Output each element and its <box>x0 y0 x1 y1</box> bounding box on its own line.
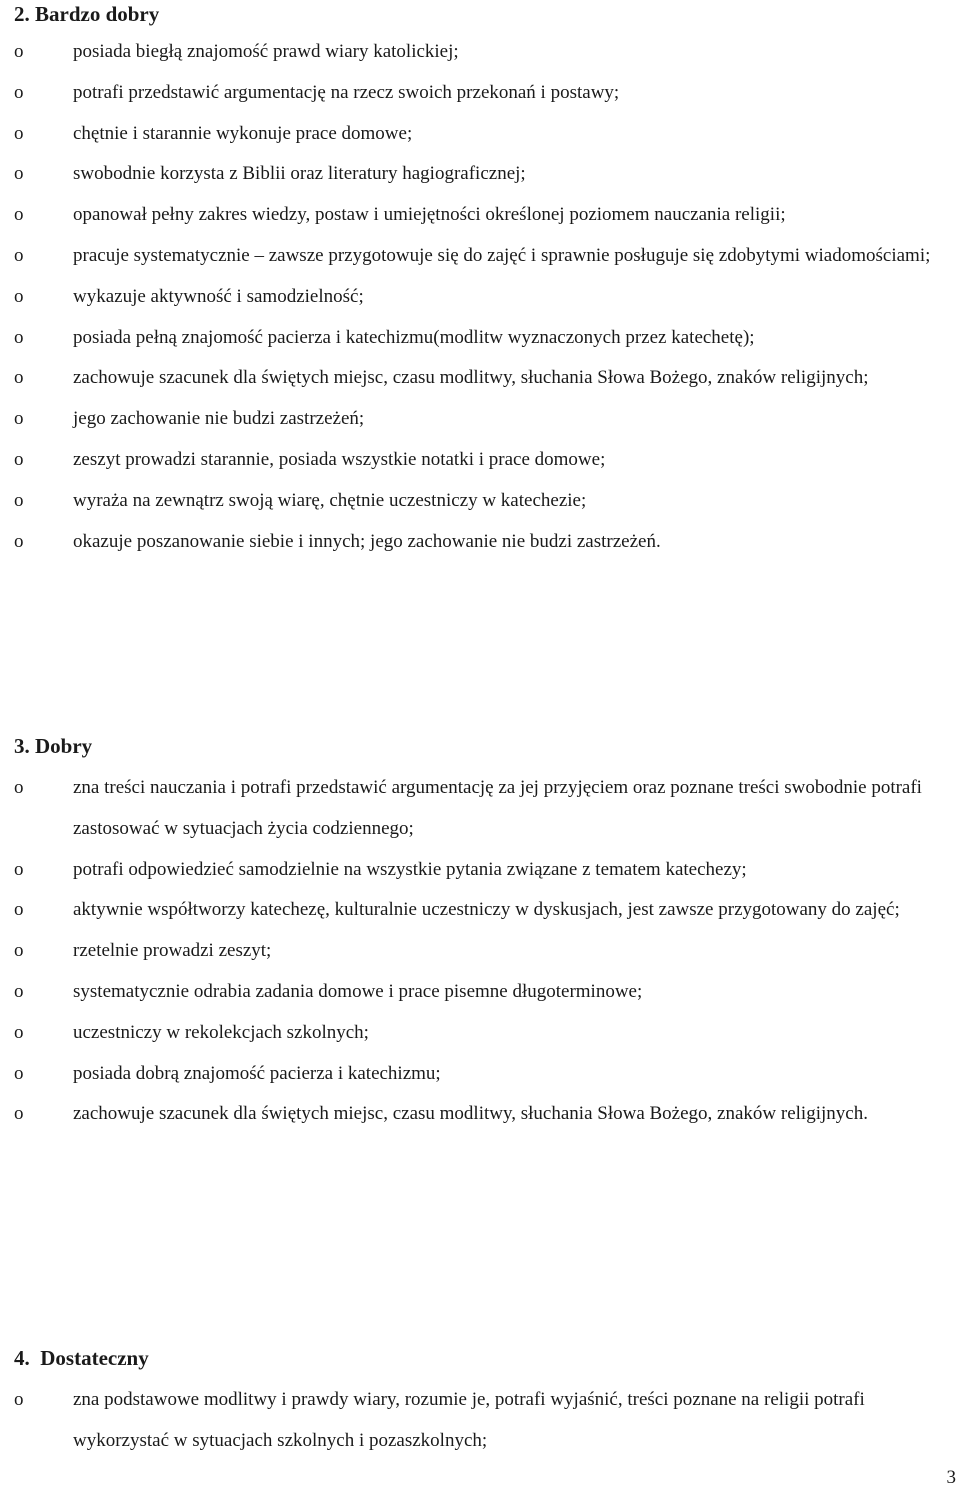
list-item <box>0 890 960 931</box>
page-number: 3 <box>946 1467 956 1488</box>
bullet-marker: o <box>14 367 24 389</box>
bullet-marker: o <box>14 1062 24 1084</box>
bullet-marker: o <box>14 81 24 103</box>
criteria-list <box>0 1380 960 1462</box>
list-item-text: potrafi przedstawić argumentację na rzecz swoich przekonań i postawy; <box>73 81 620 103</box>
list-item-text: posiada pełną znajomość pacierza i katechizmu(modlitw wyznaczonych przez katechetę); <box>73 326 755 348</box>
list-item <box>0 850 960 891</box>
list-item-text: swobodnie korzysta z Biblii oraz literatury hagiograficznej; <box>73 163 526 185</box>
list-item-text: wykazuje aktywność i samodzielność; <box>73 285 364 307</box>
bullet-marker: o <box>14 41 24 62</box>
list-item-text: posiada dobrą znajomość pacierza i katechizmu; <box>73 1062 441 1084</box>
bullet-marker: o <box>14 940 24 962</box>
bullet-marker: o <box>14 858 24 880</box>
bullet-marker: o <box>14 204 24 226</box>
criteria-list <box>0 768 960 1135</box>
list-item <box>0 195 960 236</box>
list-item-text: zachowuje szacunek dla świętych miejsc, czasu modlitwy, słuchania Słowa Bożego, znaków religijnych; <box>73 367 869 389</box>
list-item-text: aktywnie współtworzy katechezę, kulturalnie uczestniczy w dyskusjach, jest zawsze przygotowany do zajęć; <box>73 899 900 921</box>
list-item <box>0 1013 960 1054</box>
list-item-text: rzetelnie prowadzi zeszyt; <box>73 940 272 962</box>
section-bardzo-dobry <box>0 0 960 562</box>
list-item <box>0 1380 960 1462</box>
bullet-marker: o <box>14 1389 24 1410</box>
list-item <box>0 972 960 1013</box>
list-item-text: zachowuje szacunek dla świętych miejsc, czasu modlitwy, słuchania Słowa Bożego, znaków religijnych. <box>73 1103 868 1125</box>
list-item-text: opanował pełny zakres wiedzy, postaw i umiejętności określonej poziomem nauczania religii; <box>73 204 786 226</box>
bullet-marker: o <box>14 530 24 552</box>
list-item <box>0 1094 960 1135</box>
section-dostateczny <box>0 1344 960 1462</box>
list-item <box>0 358 960 399</box>
bullet-marker: o <box>14 285 24 307</box>
list-item <box>0 236 960 277</box>
bullet-marker: o <box>14 980 24 1002</box>
bullet-marker: o <box>14 408 24 430</box>
list-item <box>0 768 960 850</box>
section-heading: 2. Bardzo dobry <box>14 2 160 26</box>
list-item-text: wyraża na zewnątrz swoją wiarę, chętnie uczestniczy w katechezie; <box>73 489 587 511</box>
bullet-marker: o <box>14 777 24 798</box>
list-item <box>0 318 960 359</box>
list-item-text: zeszyt prowadzi starannie, posiada wszystkie notatki i prace domowe; <box>73 448 606 470</box>
list-item-text: posiada biegłą znajomość prawd wiary katolickiej; <box>73 41 459 62</box>
list-item <box>0 399 960 440</box>
bullet-marker: o <box>14 899 24 921</box>
list-item-text: zna podstawowe modlitwy i prawdy wiary, rozumie je, potrafi wyjaśnić, treści poznane na religii potrafi wykorzystać w sytuacjach szkolnych i pozaszkolnych; <box>73 1389 865 1451</box>
list-item-text: systematycznie odrabia zadania domowe i prace pisemne długoterminowe; <box>73 980 643 1002</box>
section-dobry <box>0 732 960 1135</box>
list-item-text: potrafi odpowiedzieć samodzielnie na wszystkie pytania związane z tematem katechezy; <box>73 858 747 880</box>
list-item-text: chętnie i starannie wykonuje prace domowe; <box>73 122 413 144</box>
bullet-marker: o <box>14 448 24 470</box>
bullet-marker: o <box>14 326 24 348</box>
list-item-text: zna treści nauczania i potrafi przedstawić argumentację za jej przyjęciem oraz poznane treści swobodnie potrafi zastosować w sytuacjach życia codziennego; <box>73 777 922 839</box>
list-item-text: okazuje poszanowanie siebie i innych; jego zachowanie nie budzi zastrzeżeń. <box>73 530 661 552</box>
bullet-marker: o <box>14 244 24 266</box>
list-item <box>0 114 960 155</box>
list-item <box>0 73 960 114</box>
list-item <box>0 481 960 522</box>
list-item-text: uczestniczy w rekolekcjach szkolnych; <box>73 1021 369 1043</box>
bullet-marker: o <box>14 1021 24 1043</box>
list-item <box>0 154 960 195</box>
list-item-text: pracuje systematycznie – zawsze przygotowuje się do zajęć i sprawnie posługuje się zdobytymi wiadomościami; <box>73 244 931 266</box>
bullet-marker: o <box>14 163 24 185</box>
list-item <box>0 277 960 318</box>
list-item-text: jego zachowanie nie budzi zastrzeżeń; <box>73 408 365 430</box>
list-item <box>0 1054 960 1095</box>
criteria-list <box>0 32 960 562</box>
list-item <box>0 32 960 73</box>
bullet-marker: o <box>14 122 24 144</box>
section-heading: 3. Dobry <box>14 734 93 758</box>
bullet-marker: o <box>14 489 24 511</box>
list-item <box>0 440 960 481</box>
bullet-marker: o <box>14 1103 24 1125</box>
list-item <box>0 931 960 972</box>
section-heading: 4. Dostateczny <box>14 1346 149 1370</box>
list-item <box>0 522 960 563</box>
